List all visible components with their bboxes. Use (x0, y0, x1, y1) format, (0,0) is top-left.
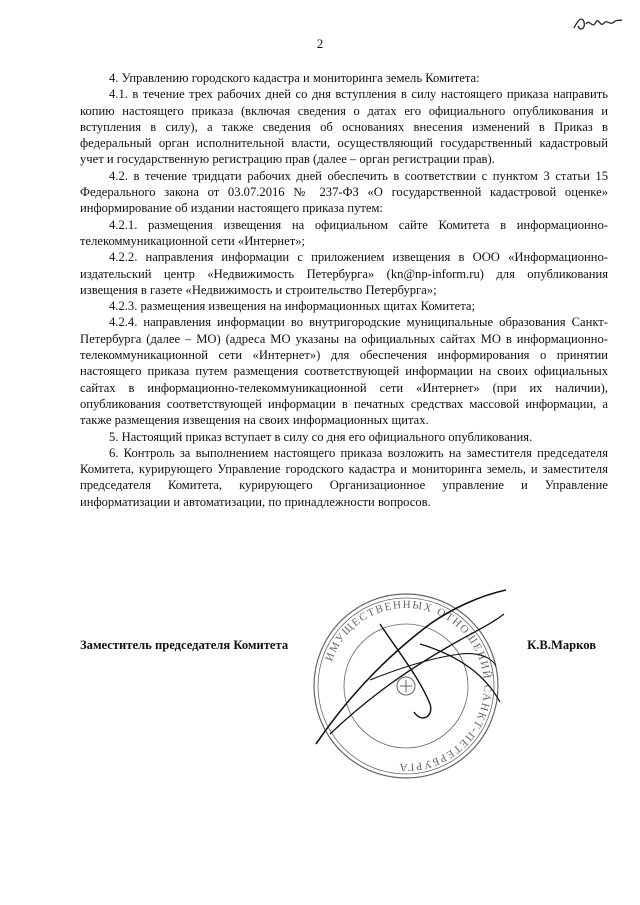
paragraph-4-2-2: 4.2.2. направления информации с приложением извещения в ООО «Информационно-издательский центр «Недвижимость Петербурга» (kn@np-inform.ru) для опубликования извещения в газете «Недвижимость и строительство Петербурга»; (80, 250, 608, 297)
page-number: 2 (316, 36, 324, 51)
paragraph-5: 5. Настоящий приказ вступает в силу со дня его официального опубликования. (109, 429, 533, 444)
paragraph-4-1: 4.1. в течение трех рабочих дней со дня вступления в силу настоящего приказа направить копию настоящего приказа (включая сведения о датах его официального опубликования и вступления в силу), а также сведения об основаниях внесения изменений в Приказ в федеральный орган исполнительной власти, осуществляющий государственный кадастровый учет и государственную регистрацию прав (далее – орган регистрации прав). (80, 87, 608, 167)
signatory-name: К.В.Марков (527, 638, 596, 652)
handwritten-mark-icon (570, 8, 626, 38)
paragraph-4-2: 4.2. в течение тридцати рабочих дней обеспечить в соответствии с пунктом 3 статьи 15 Федерального закона от 03.07.2016 № 237-ФЗ «О государственной кадастровой оценке» информирование об издании настоящего приказа путем: (80, 168, 608, 216)
paragraph-4: 4. Управлению городского кадастра и мониторинга земель Комитета: (109, 71, 480, 85)
paragraph-6: 6. Контроль за выполнением настоящего приказа возложить на заместителя председателя Комитета, курирующего Управление городского кадастра и мониторинга земель, и заместителя председателя Комитета, курирующего Организационное управление и Управление информатизации и автоматизации, по принадлежности вопросов. (80, 445, 608, 509)
signature-scribble (310, 584, 510, 754)
signature-block (80, 598, 608, 774)
paragraph-4-2-4: 4.2.4. направления информации во внутригородские муниципальные образования Санкт-Петербурга (далее – МО) (адреса МО указаны на официальных сайтах МО в информационно-телекоммуникационной сети «Интернет») для обеспечения информирования о принятии настоящего приказа путем размещения соответствующей информации на своих официальных сайтах в информационно-телекоммуникационной сети «Интернет» (при их наличии), опубликования соответствующей информации в печатных средствах массовой информации, а также размещения извещения на своих информационных щитах. (80, 315, 608, 428)
stamp-text: ИМУЩЕСТВЕННЫХ ОТНОШЕНИЙ САНКТ-ПЕТЕРБУРГА (323, 598, 494, 774)
paragraph-4-2-3: 4.2.3. размещения извещения на информационных щитах Комитета; (109, 299, 475, 314)
order-body (80, 70, 608, 510)
paragraph-4-2-1: 4.2.1. размещения извещения на официальном сайте Комитета в информационно-телекоммуникационной сети «Интернет»; (80, 217, 608, 248)
signatory-position: Заместитель председателя Комитета (80, 638, 289, 652)
